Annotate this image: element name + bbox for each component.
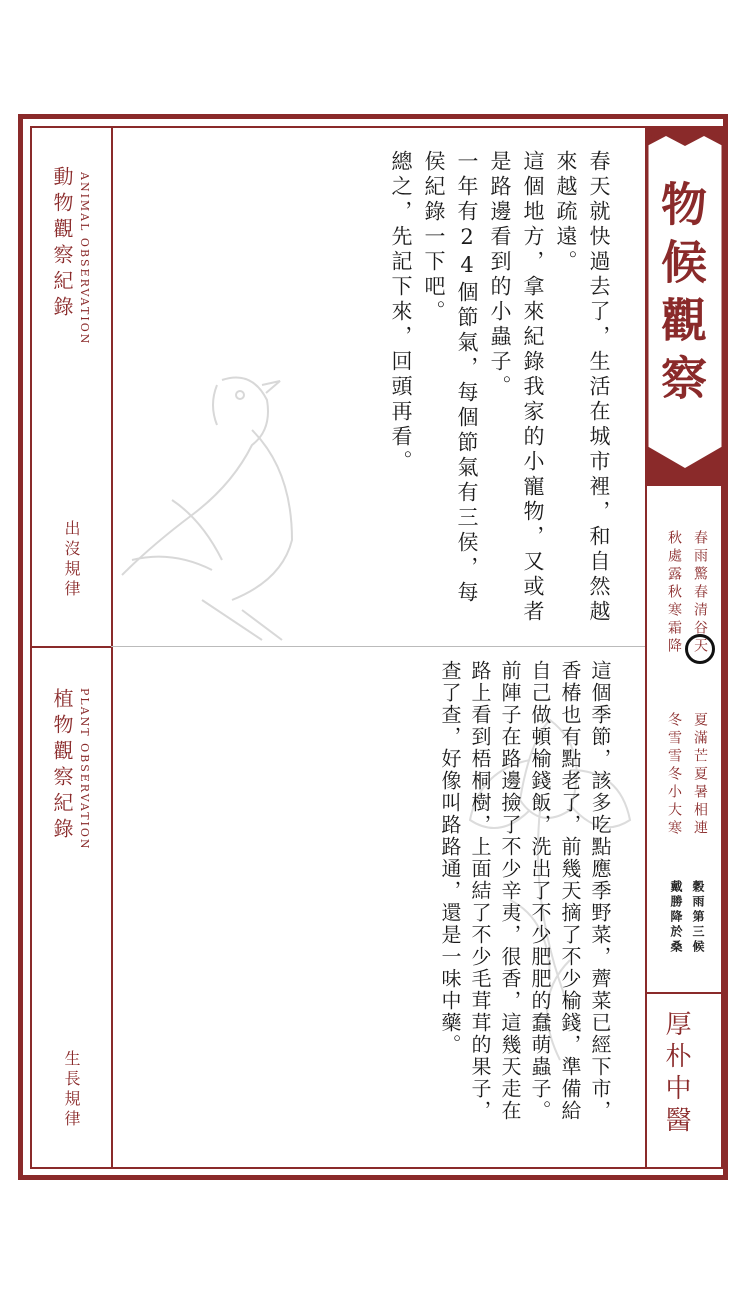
solar-terms-autumn: 秋處露秋寒霜降 bbox=[666, 530, 682, 656]
plant-title: 植物觀察紀錄 bbox=[50, 688, 74, 844]
solar-terms-winter: 冬雪雪冬小大寒 bbox=[666, 712, 682, 838]
animal-subtitle: 出沒規律 bbox=[62, 520, 81, 600]
plant-title-en: PLANT OBSERVATION bbox=[78, 688, 91, 851]
pentad-name: 穀雨第三候 bbox=[691, 880, 705, 955]
sidebar-divider bbox=[30, 646, 112, 648]
lower-journal-text: 這個季節，該多吃點應季野菜，薺菜已經下市，香椿也有點老了，前幾天摘了不少榆錢，準備給自己做頓榆錢飯，洗出了不少肥肥的蠢萌蟲子。 前陣子在路邊撿了不少辛夷，很香，這幾天走在路上看到梧桐樹，上面結了不少毛茸茸的果子，查了查，好像叫路路通，還是一味中藥。 bbox=[438, 660, 612, 1122]
animal-title: 動物觀察紀錄 bbox=[50, 166, 74, 322]
solar-terms-spring: 春雨驚春清谷天 bbox=[692, 530, 708, 656]
animal-title-en: ANIMAL OBSERVATION bbox=[78, 172, 91, 346]
current-term-marker[interactable] bbox=[685, 634, 715, 664]
upper-journal-text: 春天就快過去了，生活在城市裡，和自然越來越疏遠。 這個地方，拿來紀錄我家的小寵物，又或者是路邊看到的小蟲子。 一年有24個節氣，每個節氣有三侯，每侯紀錄一下吧。 總之，先記下來，回頭再看。 bbox=[389, 150, 611, 625]
right-divider-seal bbox=[645, 992, 723, 994]
solar-terms-summer: 夏滿芒夏暑相連 bbox=[692, 712, 708, 838]
brand-seal: 厚朴中醫 bbox=[661, 1010, 691, 1138]
pentad-description: 戴勝降於桑 bbox=[669, 880, 683, 955]
app-title: 物候觀察 bbox=[654, 180, 708, 412]
plant-subtitle: 生長規律 bbox=[62, 1050, 81, 1130]
right-divider-banner bbox=[645, 484, 723, 486]
